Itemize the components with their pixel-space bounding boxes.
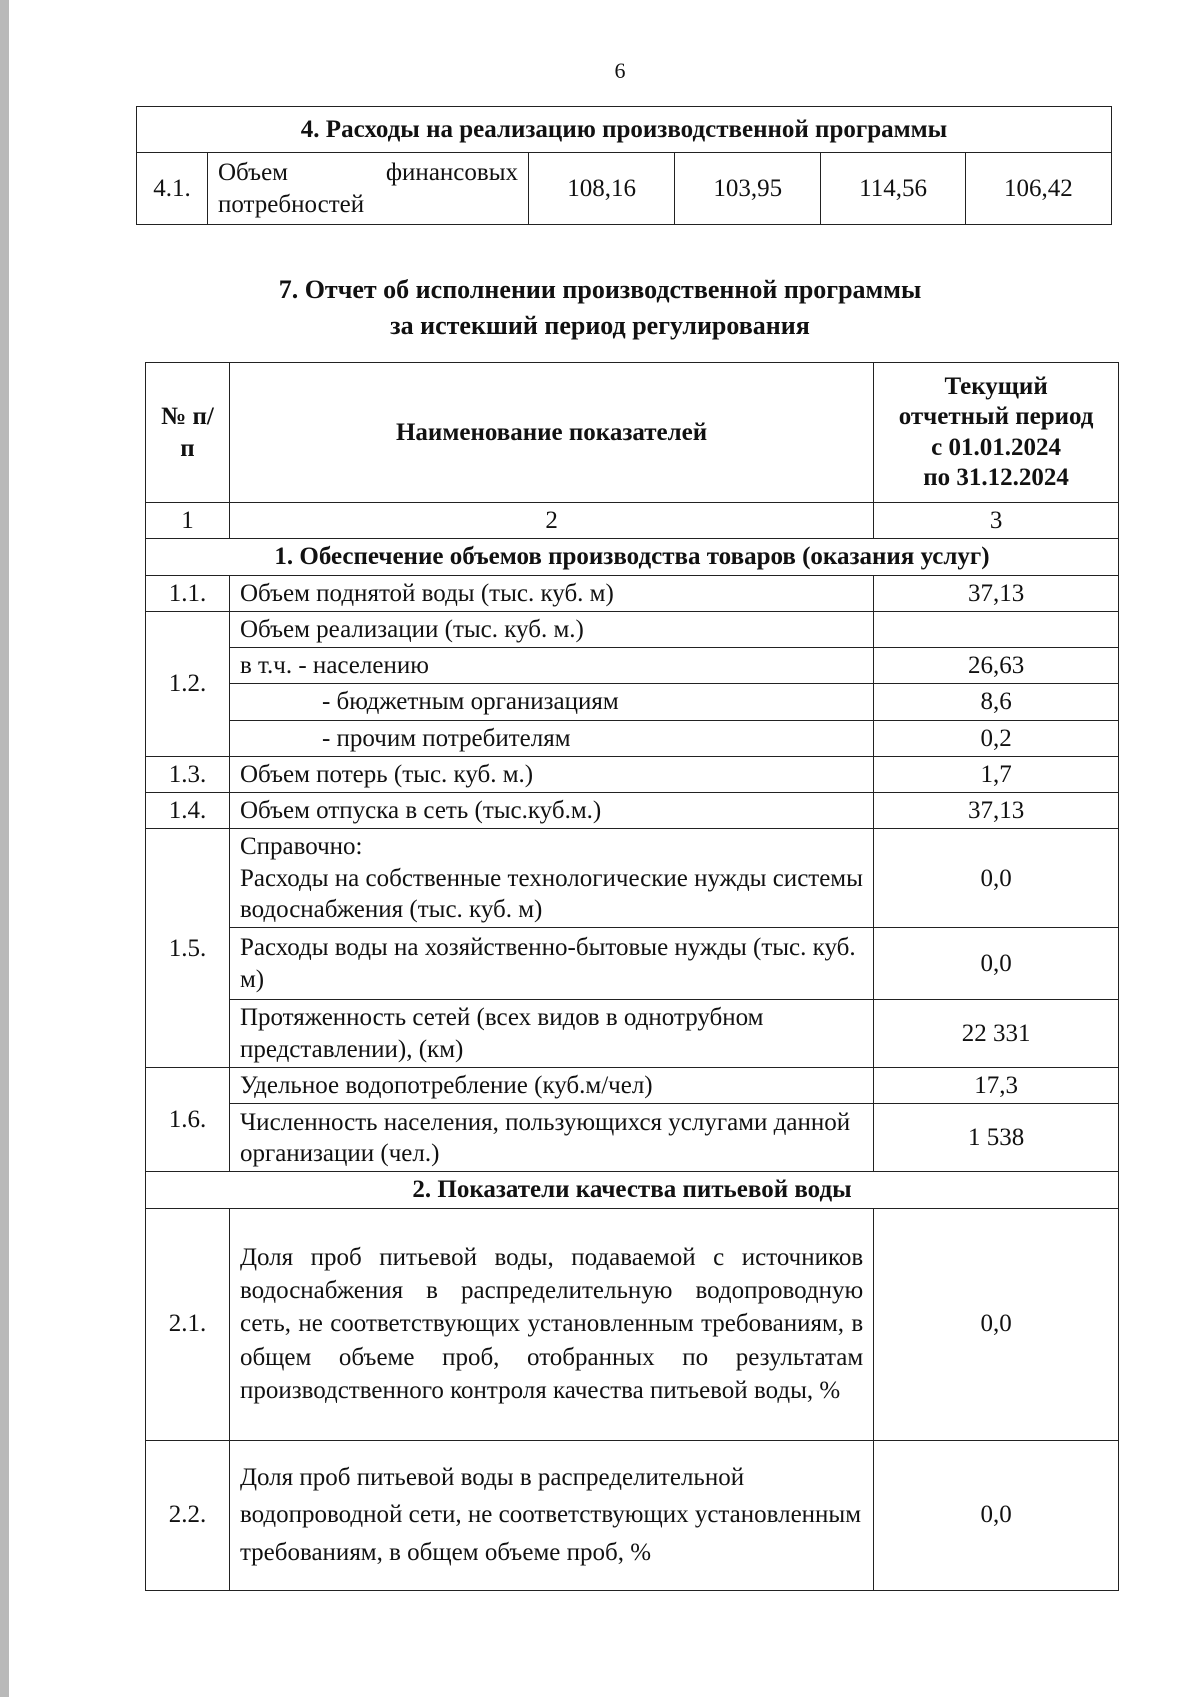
row-name: Расходы воды на хозяйственно-бытовые нужды (тыс. куб. м) <box>229 928 873 1000</box>
col-number: 1 <box>146 503 230 539</box>
row-name: Доля проб питьевой воды, подаваемой с источников водоснабжения в распределительную водопроводную сеть, не соответствующих установленным требованиям, в общем объеме проб, отобранных по результатам производственного контроля качества питьевой воды, % <box>229 1208 873 1440</box>
row-number: 1.5. <box>146 829 230 1068</box>
section-title-line: 7. Отчет об исполнении производственной программы <box>278 275 922 304</box>
header-row <box>146 363 1119 503</box>
value-cell: 22 331 <box>874 1000 1119 1068</box>
row-name: Численность населения, пользующихся услугами данной организации (чел.) <box>229 1104 873 1172</box>
value-cell: 0,0 <box>874 1440 1119 1590</box>
value-cell: 1 538 <box>874 1104 1119 1172</box>
value-cell: 103,95 <box>675 153 821 225</box>
report-table <box>145 362 1119 1591</box>
header-period-line: по 31.12.2024 <box>923 464 1069 491</box>
table-row <box>146 648 1119 684</box>
header-period-line: с 01.01.2024 <box>931 433 1062 461</box>
scan-edge <box>0 0 9 1697</box>
table-row <box>146 611 1119 647</box>
row-name-word: потребностей <box>218 190 365 218</box>
row-name <box>208 153 529 225</box>
row-name-word: финансовых <box>385 159 518 187</box>
row-name-word: Объем <box>218 159 288 187</box>
row-name: Объем поднятой воды (тыс. куб. м) <box>229 575 873 611</box>
table-row <box>146 793 1119 829</box>
value-cell: 1,7 <box>874 756 1119 792</box>
row-name: - прочим потребителям <box>229 720 873 756</box>
header-num: № п/п <box>146 363 230 503</box>
row-number: 1.1. <box>146 575 230 611</box>
expenses-table <box>136 106 1112 225</box>
section-title <box>0 272 1200 344</box>
value-cell: 0,0 <box>874 829 1119 928</box>
row-name-line: Расходы на собственные технологические нужды системы водоснабжения (тыс. куб. м) <box>239 864 863 923</box>
value-cell: 26,63 <box>874 648 1119 684</box>
column-numbers-row <box>146 503 1119 539</box>
table-row <box>146 575 1119 611</box>
row-name: Объем отпуска в сеть (тыс.куб.м.) <box>229 793 873 829</box>
row-name: Протяженность сетей (всех видов в однотрубном представлении), (км) <box>229 1000 873 1068</box>
row-name <box>229 829 873 928</box>
table-row <box>146 1068 1119 1104</box>
row-number: 2.2. <box>146 1440 230 1590</box>
value-cell: 37,13 <box>874 793 1119 829</box>
row-number: 1.6. <box>146 1068 230 1172</box>
table-row <box>146 928 1119 1000</box>
value-cell <box>874 611 1119 647</box>
row-name: в т.ч. - населению <box>229 648 873 684</box>
row-name-line: Справочно: <box>239 833 363 861</box>
row-number: 1.3. <box>146 756 230 792</box>
value-cell: 0,0 <box>874 1208 1119 1440</box>
header-period-line: отчетный период <box>898 403 1094 430</box>
value-cell: 17,3 <box>874 1068 1119 1104</box>
table-row <box>146 829 1119 928</box>
value-cell: 8,6 <box>874 684 1119 720</box>
row-name: Объем потерь (тыс. куб. м.) <box>229 756 873 792</box>
page-number: 6 <box>614 58 626 83</box>
table-row <box>146 684 1119 720</box>
table-row <box>146 1000 1119 1068</box>
value-cell: 114,56 <box>821 153 966 225</box>
row-number: 1.4. <box>146 793 230 829</box>
table-row <box>146 1208 1119 1440</box>
row-name: Доля проб питьевой воды в распределительной водопроводной сети, не соответствующих установленным требованиям, в общем объеме проб, % <box>229 1440 873 1590</box>
header-period <box>874 363 1119 503</box>
table-row <box>146 1440 1119 1590</box>
section-header: 1. Обеспечение объемов производства товаров (оказания услуг) <box>146 539 1119 575</box>
value-cell: 0,0 <box>874 928 1119 1000</box>
value-cell: 0,2 <box>874 720 1119 756</box>
row-number: 4.1. <box>137 153 208 225</box>
row-name: - бюджетным организациям <box>229 684 873 720</box>
row-name: Объем реализации (тыс. куб. м.) <box>229 611 873 647</box>
col-number: 3 <box>874 503 1119 539</box>
table-row <box>137 153 1112 225</box>
row-name: Удельное водопотребление (куб.м/чел) <box>229 1068 873 1104</box>
value-cell: 37,13 <box>874 575 1119 611</box>
section-title-line: за истекший период регулирования <box>390 310 810 340</box>
col-number: 2 <box>229 503 873 539</box>
row-number: 1.2. <box>146 611 230 756</box>
header-period-line: Текущий <box>944 372 1048 400</box>
table-row <box>146 720 1119 756</box>
section-header: 2. Показатели качества питьевой воды <box>146 1172 1119 1208</box>
expenses-header: 4. Расходы на реализацию производственной программы <box>137 107 1112 153</box>
header-name: Наименование показателей <box>229 363 873 503</box>
row-number: 2.1. <box>146 1208 230 1440</box>
value-cell: 108,16 <box>529 153 675 225</box>
table-row <box>146 756 1119 792</box>
value-cell: 106,42 <box>965 153 1111 225</box>
table-row <box>146 1104 1119 1172</box>
